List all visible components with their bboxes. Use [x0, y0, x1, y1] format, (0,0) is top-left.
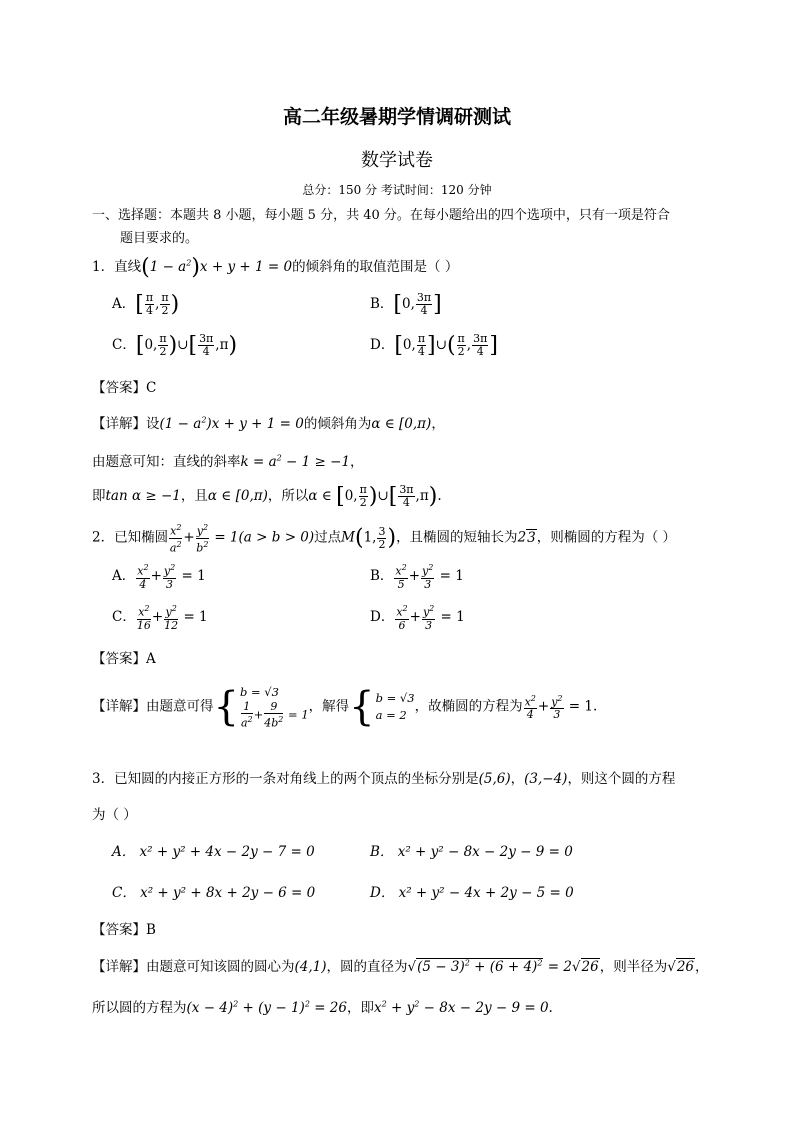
page-subtitle: 数学试卷 — [361, 150, 433, 171]
question-1-stem: 1．直线$(1 - a^2)x + y + 1 = 0$的倾斜角的取值范围是（ ） — [92, 255, 459, 280]
q1-answer: 【答案】C — [92, 380, 157, 396]
q2-detail: 【详解】由题意可得 { b = √3 $\frac{1}{a^2}$ + $\frac{9}{4b^2}$ = 1 ，解得 { b = √3 a = 2 ，故椭圆的方程为 $\frac{x^2}{4}$ + $\frac{y^2}{3}$ = 1. — [92, 683, 598, 730]
q1-option-c: C．[0, $\frac{\pi}{2}$ )∪[ $\frac{3\pi}{4}$ ,π) — [112, 332, 238, 358]
exam-meta: 总分：150 分 考试时间：120 分钟 — [302, 183, 492, 197]
q1-option-b: B．[0, $\frac{3\pi}{4}$ ] — [370, 291, 442, 317]
q2-option-b: B． $\frac{x^2}{5}$ + $\frac{y^2}{3}$ = 1 — [370, 563, 464, 591]
q1-detail-line3: 即tan α ≥ −1，且α ∈ [0,π)，所以α ∈ [0, $\frac{\pi}{2}$ )∪[ $\frac{3\pi}{4}$ ,π). — [92, 483, 442, 509]
q3-answer: 【答案】B — [92, 922, 156, 938]
q2-option-a: A． $\frac{x^2}{4}$ + $\frac{y^2}{3}$ = 1 — [112, 563, 206, 591]
q1-detail-line2: 由题意可知：直线的斜率$k = a^2 - 1 \ge -1$， — [92, 453, 364, 470]
question-2-stem: 2．已知椭圆 $\frac{x^2}{a^2}$ + $\frac{y^2}{b^2}$ = 1(a > b > 0)过点M(1, $\frac{3}{2}$ )，且椭圆的短轴长为23，则椭圆的方程为（ ） — [92, 523, 677, 555]
q3-detail-line1: 【详解】由题意可知该圆的圆心为(4,1)，圆的直径为$√(5 - 3)^2 + (6 + 4)^2 = 2√26$，则半径为√26， — [92, 958, 709, 975]
section-heading-line1: 一、选择题：本题共 8 小题，每小题 5 分，共 40 分。在每小题给出的四个选项中，只有一项是符合 — [92, 208, 670, 223]
q3-option-c: C． x² + y² + 8x + 2y − 6 = 0 — [112, 885, 316, 901]
question-3-stem-line2: 为（ ） — [92, 807, 137, 823]
question-3-stem-line1: 3．已知圆的内接正方形的一条对角线上的两个顶点的坐标分别是(5,6)，(3,−4)，则这个圆的方程 — [92, 771, 676, 787]
q3-option-b: B． x² + y² − 8x − 2y − 9 = 0 — [370, 844, 573, 860]
q3-option-d: D． x² + y² − 4x + 2y − 5 = 0 — [370, 885, 574, 901]
q2-option-d: D． $\frac{x^2}{6}$ + $\frac{y^2}{3}$ = 1 — [370, 604, 465, 632]
q1-option-a: A．[ $\frac{\pi}{4}$ , $\frac{\pi}{2}$ ) — [112, 291, 180, 317]
q3-option-a: A． x² + y² + 4x − 2y − 7 = 0 — [112, 844, 315, 860]
q2-option-c: C． $\frac{x^2}{16}$ + $\frac{y^2}{12}$ = 1 — [112, 604, 208, 632]
q1-option-d: D．[0, $\frac{\pi}{4}$ ]∪( $\frac{\pi}{2}$ , $\frac{3\pi}{4}$ ] — [370, 332, 498, 358]
q3-detail-line2: 所以圆的方程为$(x - 4)^2 + (y - 1)^2 = 26$，即$x^2 + y^2 - 8x - 2y - 9 = 0$. — [92, 999, 553, 1016]
q1-detail-line1: 【详解】设$(1 - a^2)x + y + 1 = 0$的倾斜角为α ∈ [0,π)， — [92, 415, 445, 432]
section-heading-line2: 题目要求的。 — [120, 231, 199, 246]
q2-answer: 【答案】A — [92, 651, 156, 667]
page-title: 高二年级暑期学情调研测试 — [282, 106, 511, 128]
